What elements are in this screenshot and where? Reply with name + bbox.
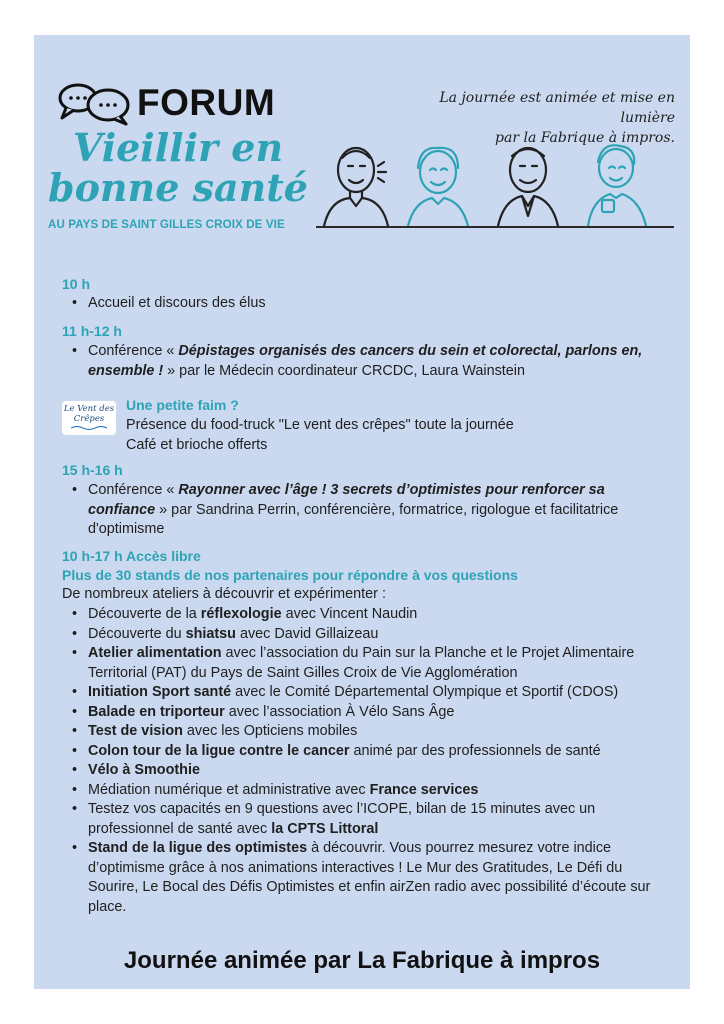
conference-2 — [72, 481, 632, 540]
session-15h-list — [72, 481, 632, 540]
food-heading: Une petite faim ? — [126, 397, 239, 413]
workshop-item: • Testez vos capacités en 9 questions avec l’ICOPE, bilan de 15 minutes avec un professionnel de santé avec la CPTS Littoral — [72, 800, 662, 839]
workshop-item: • Test de vision avec les Opticiens mobiles — [72, 722, 662, 742]
workshop-item: • Colon tour de la ligue contre le cancer animé par des professionnels de santé — [72, 742, 662, 762]
note-line1: La journée est animée et mise en lumière — [439, 90, 675, 126]
logo-line1: Le Vent des — [63, 404, 115, 414]
list-item: • Accueil et discours des élus — [72, 294, 662, 314]
stands-heading: Plus de 30 stands de nos partenaires pour répondre à vos questions — [62, 567, 518, 583]
session-11h-list — [72, 342, 662, 381]
logo-line2: Crêpes — [73, 414, 105, 424]
workshop-item: • Médiation numérique et administrative avec France services — [72, 781, 662, 801]
conference-title: Dépistages organisés des cancers du sein et colorectal, parlons en, ensemble ! — [88, 343, 643, 379]
time-open-access: 10 h-17 h Accès libre — [62, 548, 201, 564]
time-15h-16h: 15 h-16 h — [62, 462, 123, 478]
workshop-item: • Découverte de la réflexologie avec Vincent Naudin — [72, 605, 662, 625]
note-line2: par la Fabrique à impros. — [495, 130, 675, 146]
workshops-intro: De nombreux ateliers à découvrir et expérimenter : — [62, 586, 386, 602]
header-divider — [316, 226, 674, 228]
workshop-item: • Découverte du shiatsu avec David Gillaizeau — [72, 625, 662, 645]
food-text — [126, 416, 514, 455]
conference-prefix: Conférence « — [88, 482, 179, 498]
workshop-item: • Stand de la ligue des optimistes à découvrir. Vous pourrez mesurez votre indice d’optimisme grâce à nos animations interactives ! Le Mur des Gratitudes, Le Défi du Sourire, Le Bocal des Défis Optimistes et enfin airZen radio avec possibilité d’écoute sur place. — [72, 839, 662, 917]
handwritten-note — [405, 88, 675, 148]
workshops-list — [72, 605, 662, 917]
conference-title: Rayonner avec l’âge ! 3 secrets d’optimistes pour renforcer sa confiance — [88, 482, 605, 518]
time-10h: 10 h — [62, 276, 91, 292]
session-10h-list — [72, 294, 662, 314]
conference-prefix: Conférence « — [88, 343, 179, 359]
workshop-item: • Atelier alimentation avec l’association du Pain sur la Planche et le Projet Alimentaire Territorial (PAT) du Pays de Saint Gilles Croix de Vie Agglomération — [72, 644, 662, 683]
event-title-line1: Vieillir en — [72, 125, 284, 170]
conference-speaker: » par le Médecin coordinateur CRCDC, Laura Wainstein — [163, 362, 525, 379]
footer-tagline: Journée animée par La Fabrique à impros — [123, 947, 601, 974]
wave-icon — [69, 425, 109, 431]
workshop-item: • Vélo à Smoothie — [72, 761, 662, 781]
food-line2: Café et brioche offerts — [126, 436, 268, 453]
forum-heading: FORUM — [137, 82, 276, 123]
workshop-item: • Initiation Sport santé avec le Comité Départemental Olympique et Sportif (CDOS) — [72, 683, 662, 703]
workshop-item: • Balade en triporteur avec l’association À Vélo Sans Âge — [72, 703, 662, 723]
event-title — [48, 125, 308, 210]
vent-des-crepes-logo — [62, 401, 116, 435]
conference-1 — [72, 342, 662, 381]
speech-bubbles-icon — [56, 80, 134, 126]
food-line1: Présence du food-truck "Le vent des crêpes" toute la journée — [126, 417, 514, 433]
event-title-line2: bonne santé — [48, 165, 308, 210]
event-location: AU PAYS DE SAINT GILLES CROIX DE VIE — [48, 218, 285, 231]
conference-speaker: » par Sandrina Perrin, conférencière, formatrice, rigologue et facilitatrice d'optimisme — [88, 501, 619, 537]
time-11h-12h: 11 h-12 h — [62, 323, 122, 339]
elderly-people-illustration — [316, 140, 676, 230]
